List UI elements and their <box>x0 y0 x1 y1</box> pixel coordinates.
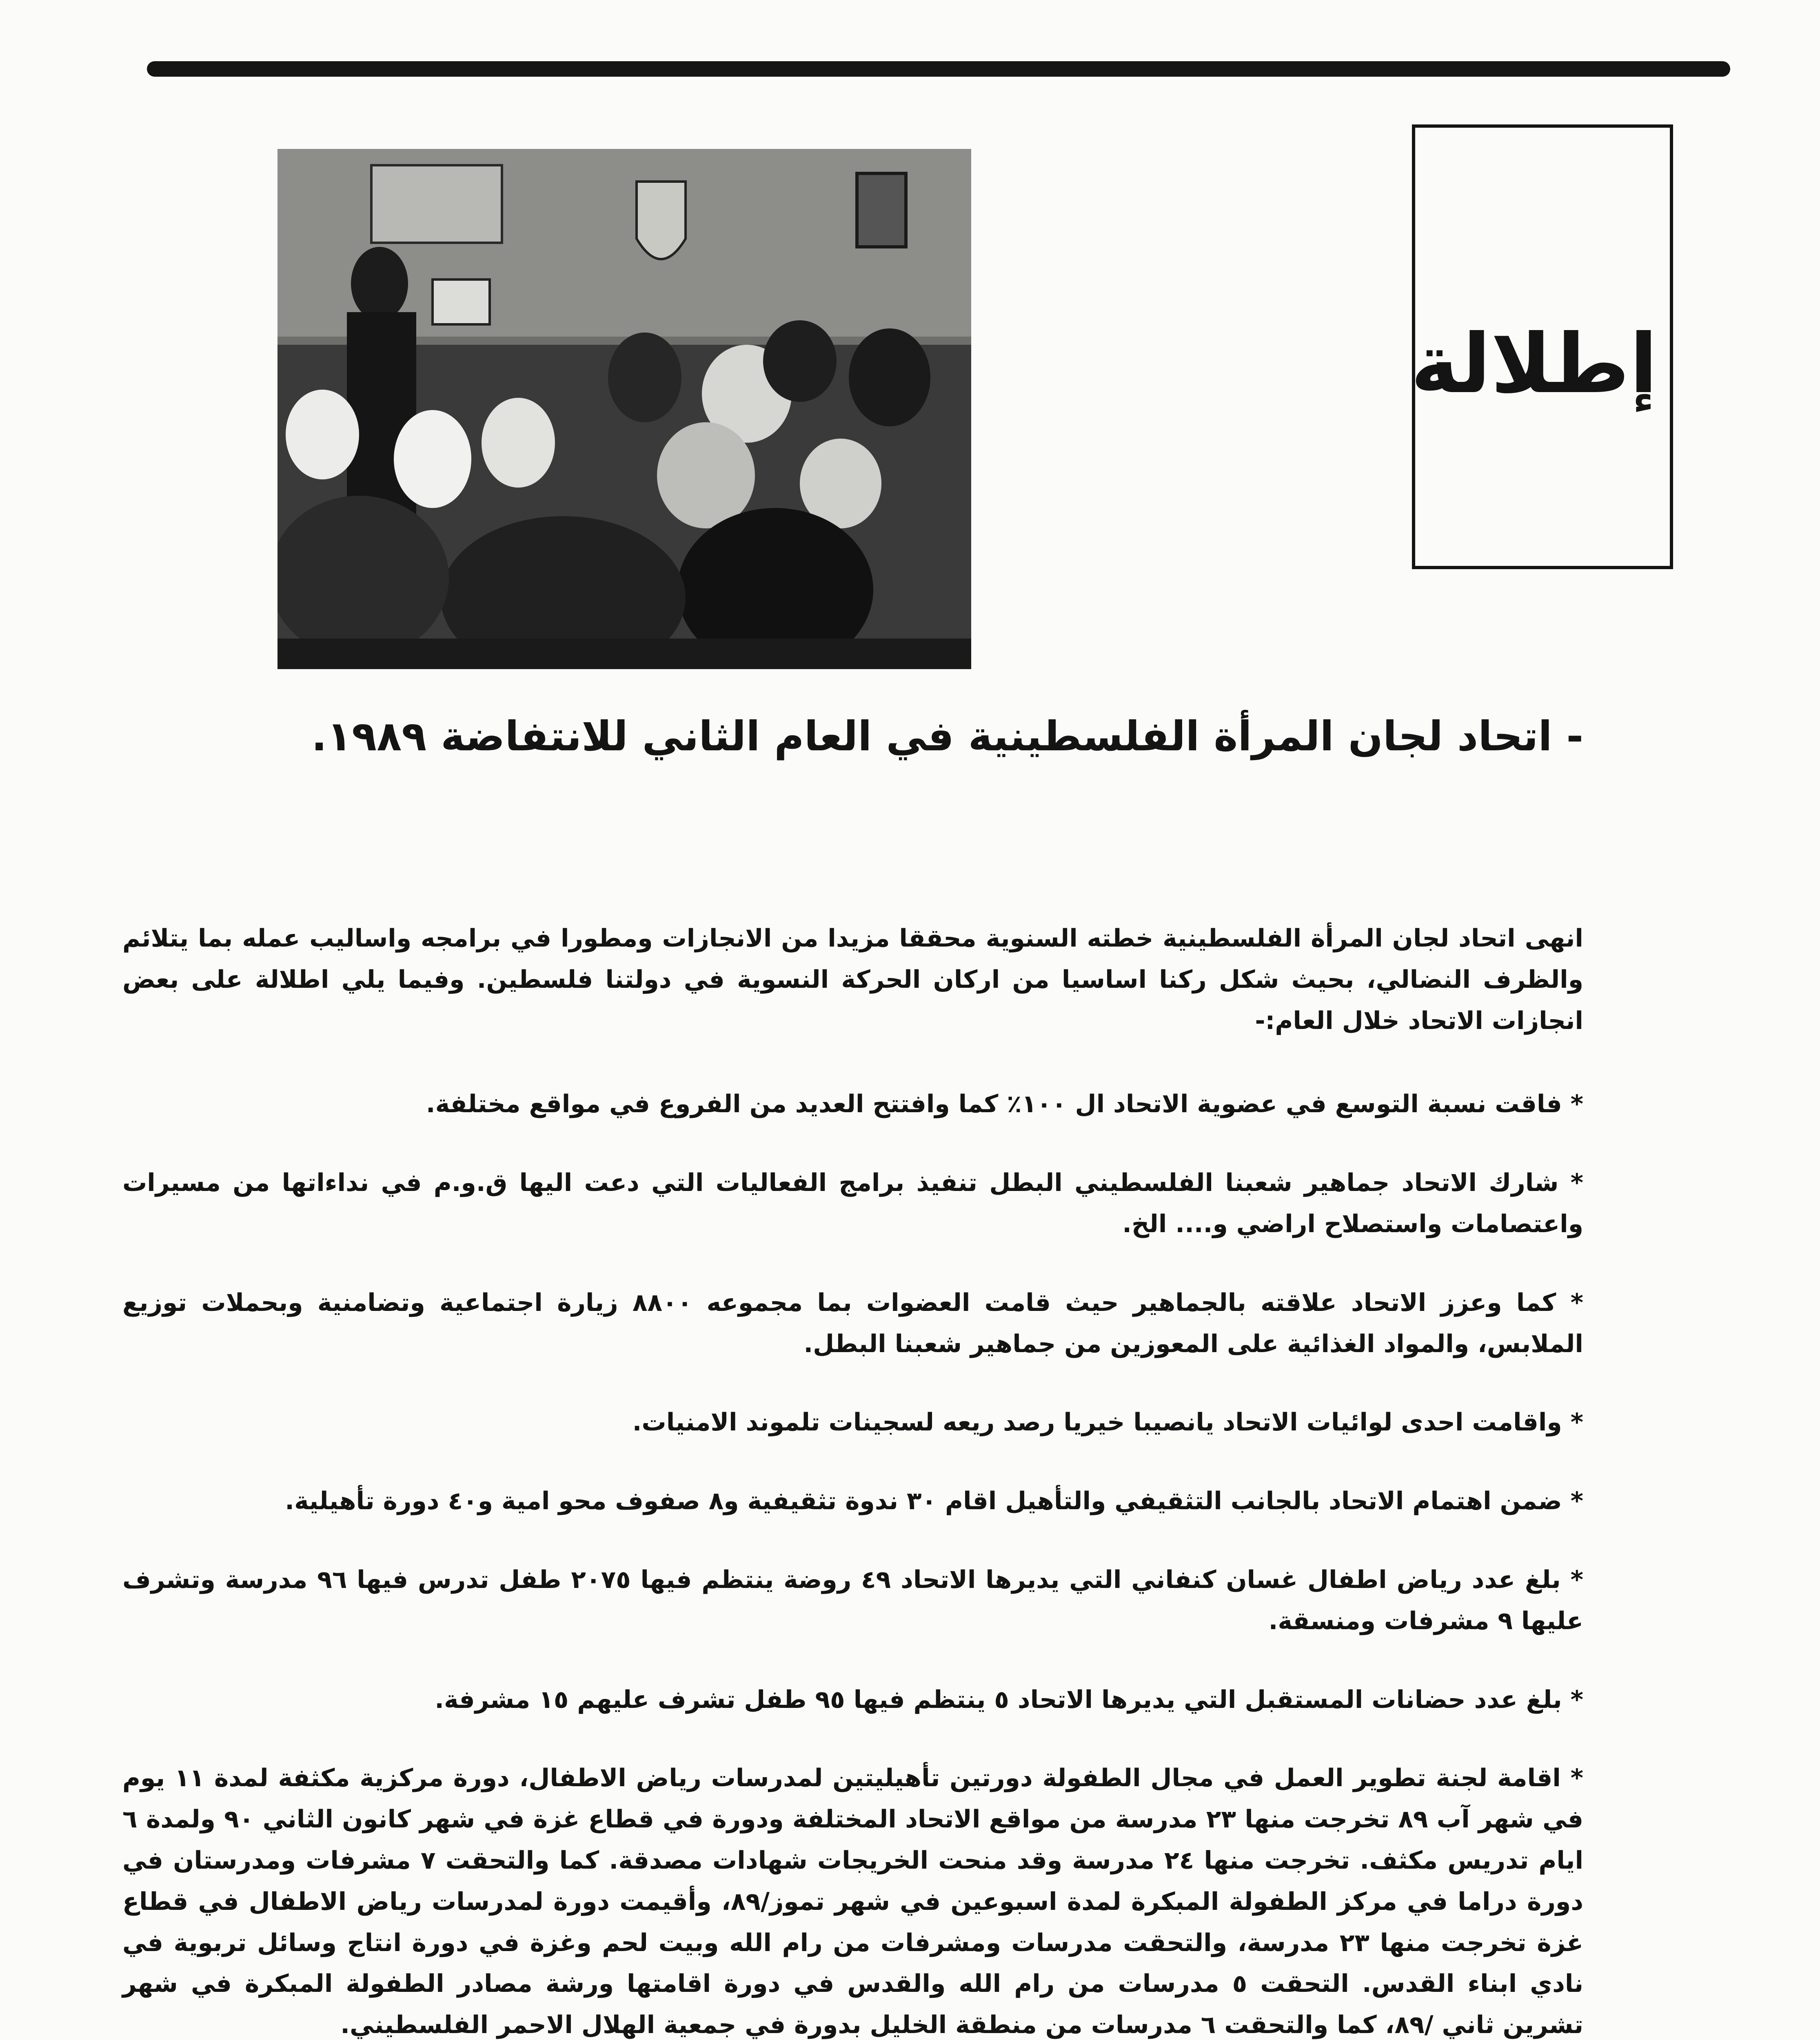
list-item: * كما وعزز الاتحاد علاقته بالجماهير حيث قامت العضوات بما مجموعه ٨٨٠٠ زيارة اجتماعية وتضامنية وبحملات توزيع الملابس، والمواد الغذائية على المعوزين من جماهير شعبنا البطل. <box>122 1288 1584 1358</box>
group-photo <box>277 149 971 669</box>
list-item: * فاقت نسبة التوسع في عضوية الاتحاد ال ١٠٠٪ كما وافتتح العديد من الفروع في مواقع مختلفة. <box>426 1090 1583 1119</box>
list-item: * ضمن اهتمام الاتحاد بالجانب التثقيفي والتأهيل اقام ٣٠ ندوة تثقيفية و٨ صفوف محو امية و٤٠ دورة تأهيلية. <box>285 1487 1583 1516</box>
article-heading: - اتحاد لجان المرأة الفلسطينية في العام الثاني للانتفاضة ١٩٨٩. <box>311 712 1583 760</box>
intro-paragraph: انهى اتحاد لجان المرأة الفلسطينية خطته السنوية محققا مزيدا من الانجازات ومطورا في برامجه واساليب عمله بما يتلائم والظرف النضالي، بحيث شكل ركنا اساسيا من اركان الحركة النسوية في دولتنا فلسطين. وفيما يلي اطلالة على بعض انجازات الاتحاد خلال العام:- <box>122 924 1583 1035</box>
list-item: * اقامة لجنة تطوير العمل في مجال الطفولة دورتين تأهيليتين لمدرسات رياض الاطفال، دورة مركزية مكثفة لمدة ١١ يوم في شهر آب ٨٩ تخرجت منها ٢٣ مدرسة من مواقع الاتحاد المختلفة ودورة في قطاع غزة في شهر كانون الثاني ٩٠ ولمدة ٦ ايام تدريس مكثف. تخرجت منها ٢٤ مدرسة وقد منحت الخريجات شهادات مصدقة. كما والتحقت ٧ مشرفات ومدرستان في دورة دراما في مركز الطفولة المبكرة لمدة اسبوعين في شهر تموز/٨٩، وأقيمت دورة لمدرسات رياض الاطفال في قطاع غزة تخرجت منها ٢٣ مدرسة، والتحقت مدرسات ومشرفات من رام الله وبيت لحم وغزة في دورة انتاج وسائل تربوية في نادي ابناء القدس. التحقت ٥ مدرسات من رام الله والقدس في دورة اقامتها ورشة مصادر الطفولة المبكرة في شهر تشرين ثاني /٨٩، كما والتحقت ٦ مدرسات من منطقة الخليل بدورة في جمعية الهلال الاحمر الفلسطيني. <box>122 1764 1584 2040</box>
section-title-box <box>1412 124 1673 569</box>
section-title: إطلالة <box>1410 317 1658 412</box>
list-item: * بلغ عدد حضانات المستقبل التي يديرها الاتحاد ٥ ينتظم فيها ٩٥ طفل تشرف عليهم ١٥ مشرفة. <box>435 1685 1583 1714</box>
article-body <box>122 918 1583 2040</box>
list-item: * واقامت احدى لوائيات الاتحاد يانصيبا خيريا رصد ريعه لسجينات تلموند الامنيات. <box>632 1408 1583 1437</box>
list-item: * بلغ عدد رياض اطفال غسان كنفاني التي يديرها الاتحاد ٤٩ روضة ينتظم فيها ٢٠٧٥ طفل تدرس فيها ٩٦ مدرسة وتشرف عليها ٩ مشرفات ومنسقة. <box>122 1565 1583 1635</box>
top-rule <box>147 61 1730 77</box>
photo-image <box>277 149 971 669</box>
list-item: * شارك الاتحاد جماهير شعبنا الفلسطيني البطل تنفيذ برامج الفعاليات التي دعت اليها ق.و.م في نداءاتها من مسيرات واعتصامات واستصلاح اراضي و.... الخ. <box>122 1169 1583 1238</box>
